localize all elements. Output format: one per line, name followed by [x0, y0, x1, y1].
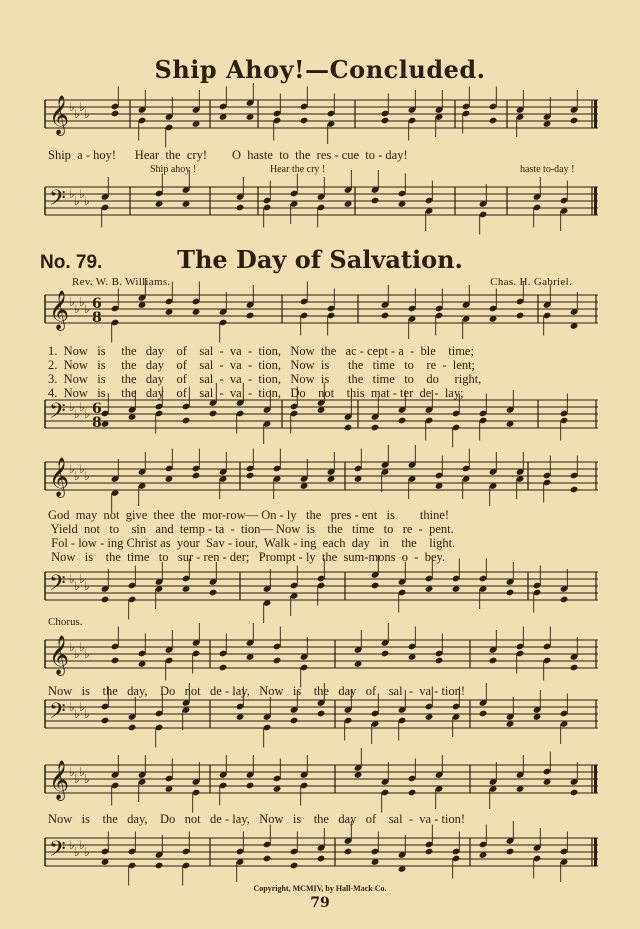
flat-icon: ♭ — [84, 579, 90, 593]
note-head — [209, 589, 218, 597]
flat-icon: ♭ — [84, 302, 90, 316]
treble-clef-icon: 𝄞 — [49, 290, 70, 330]
author-credit: Rev. W. B. Williams. — [72, 276, 171, 288]
note-head — [182, 417, 191, 425]
note-head — [489, 117, 498, 125]
verse-line: 3. Now is the day of sal - va - tion, Now is the time to do right, — [48, 372, 482, 386]
flat-icon: ♭ — [79, 400, 85, 414]
flat-icon: ♭ — [79, 700, 85, 714]
note-head — [246, 312, 255, 320]
lyric-small: Ship ahoy ! — [150, 164, 197, 175]
flat-icon: ♭ — [79, 838, 85, 852]
flat-icon: ♭ — [69, 462, 75, 476]
note-head — [128, 724, 137, 732]
page-number: 79 — [310, 895, 330, 911]
page-title: Ship Ahoy!—Concluded. — [154, 55, 486, 84]
treble-clef-icon: 𝄞 — [49, 760, 70, 800]
flat-icon: ♭ — [69, 700, 75, 714]
note-head — [560, 596, 569, 604]
hymn-number: No. 79. — [40, 252, 103, 273]
flat-icon: ♭ — [69, 400, 75, 414]
chorus-lyric: Now is the day, Do not de - lay, Now is the day of sal - va - tion! — [48, 684, 466, 698]
note-head — [290, 717, 299, 725]
note-head — [506, 848, 515, 856]
note-head — [408, 789, 417, 797]
flat-icon: ♭ — [69, 765, 75, 779]
note-head — [300, 117, 309, 125]
flat-icon: ♭ — [74, 579, 80, 593]
flat-icon: ♭ — [84, 407, 90, 421]
flat-icon: ♭ — [74, 647, 80, 661]
chorus-lyric: Now is the day, Do not de - lay, Now is the day of sal - va - tion! — [48, 812, 466, 826]
note-head — [371, 424, 380, 432]
verse-line: 2. Now is the day of sal - va - tion, Now is the time to re - lent; — [48, 358, 476, 372]
flat-icon: ♭ — [84, 194, 90, 208]
note-head — [398, 417, 407, 425]
note-head — [479, 710, 488, 718]
note-head — [381, 650, 390, 658]
note-head — [506, 589, 515, 597]
flat-icon: ♭ — [69, 100, 75, 114]
treble-clef-icon: 𝄞 — [49, 457, 70, 497]
flat-icon: ♭ — [74, 302, 80, 316]
note-head — [111, 657, 120, 665]
verse-line: 1. Now is the day of sal - va - tion, Now the ac - cept - a - ble time; — [48, 344, 474, 358]
note-head — [317, 710, 326, 718]
flat-icon: ♭ — [84, 845, 90, 859]
time-signature: 8 — [92, 310, 102, 326]
note-head — [290, 862, 299, 870]
bass-clef-icon: 𝄢 — [49, 399, 66, 429]
lyric-small: Hear the cry ! — [270, 164, 326, 175]
note-head — [236, 204, 245, 212]
flat-icon: ♭ — [74, 469, 80, 483]
bass-clef-icon: 𝄢 — [49, 837, 66, 867]
hymn-title: The Day of Salvation. — [177, 245, 463, 274]
flat-icon: ♭ — [69, 295, 75, 309]
flat-icon: ♭ — [84, 707, 90, 721]
note-head — [435, 657, 444, 665]
verse-line: Now is the time to sur - ren - der; Prompt - ly the sum-mons o - bey. — [48, 550, 446, 564]
note-head — [570, 486, 579, 494]
flat-icon: ♭ — [74, 194, 80, 208]
flat-icon: ♭ — [74, 772, 80, 786]
bass-clef-icon: 𝄢 — [49, 571, 66, 601]
flat-icon: ♭ — [74, 845, 80, 859]
note-head — [516, 312, 525, 320]
note-head — [111, 110, 120, 118]
flat-icon: ♭ — [84, 469, 90, 483]
flat-icon: ♭ — [69, 187, 75, 201]
note-head — [381, 117, 390, 125]
flat-icon: ♭ — [74, 107, 80, 121]
flat-icon: ♭ — [74, 707, 80, 721]
note-head — [344, 848, 353, 856]
note-head — [209, 410, 218, 418]
composer-credit: Chas. H. Gabriel. — [490, 276, 572, 288]
flat-icon: ♭ — [84, 647, 90, 661]
note-head — [219, 664, 228, 672]
flat-icon: ♭ — [69, 572, 75, 586]
time-signature: 6 — [92, 296, 102, 312]
time-signature: 8 — [92, 415, 102, 431]
flat-icon: ♭ — [79, 187, 85, 201]
flat-icon: ♭ — [84, 107, 90, 121]
note-head — [101, 717, 110, 725]
verse-line: God may not give thee the mor-row— On - ly the pres - ent is thine! — [48, 508, 450, 522]
verse-line: Fol - low - ing Christ as your Sav - iour, Walk - ing each day in the light. — [48, 536, 456, 550]
note-head — [371, 197, 380, 205]
note-head — [273, 657, 282, 665]
flat-icon: ♭ — [79, 295, 85, 309]
note-head — [570, 117, 579, 125]
treble-clef-icon: 𝄞 — [49, 635, 70, 675]
flat-icon: ♭ — [79, 100, 85, 114]
note-head — [246, 472, 255, 480]
flat-icon: ♭ — [69, 640, 75, 654]
note-head — [192, 472, 201, 480]
lyric-line: Ship a - hoy! Hear the cry! O haste to the res - cue to - day! — [48, 148, 408, 162]
flat-icon: ♭ — [74, 407, 80, 421]
note-head — [570, 789, 579, 797]
note-head — [317, 855, 326, 863]
verse-line: Yield not to sin and temp - ta - tion— Now is the time to re - pent. — [48, 522, 454, 536]
lyric-small: haste to-day ! — [520, 164, 575, 175]
chorus-label: Chorus. — [48, 616, 83, 628]
note-head — [344, 424, 353, 432]
flat-icon: ♭ — [79, 462, 85, 476]
bass-clef-icon: 𝄢 — [49, 186, 66, 216]
note-head — [489, 657, 498, 665]
note-head — [381, 312, 390, 320]
note-head — [101, 596, 110, 604]
note-head — [371, 582, 380, 590]
note-head — [570, 664, 579, 672]
flat-icon: ♭ — [79, 765, 85, 779]
copyright-notice: Copyright, MCMIV, by Hall-Mack Co. — [253, 884, 387, 893]
time-signature: 6 — [92, 401, 102, 417]
note-head — [425, 848, 434, 856]
flat-icon: ♭ — [79, 640, 85, 654]
note-head — [155, 862, 164, 870]
note-head — [263, 855, 272, 863]
treble-clef-icon: 𝄞 — [49, 95, 70, 135]
flat-icon: ♭ — [69, 838, 75, 852]
bass-clef-icon: 𝄢 — [49, 699, 66, 729]
flat-icon: ♭ — [84, 772, 90, 786]
note-head — [246, 782, 255, 790]
verse-line: 4. Now is the day of sal - va - tion, Do not this mat - ter de - lay; — [48, 386, 464, 400]
flat-icon: ♭ — [79, 572, 85, 586]
